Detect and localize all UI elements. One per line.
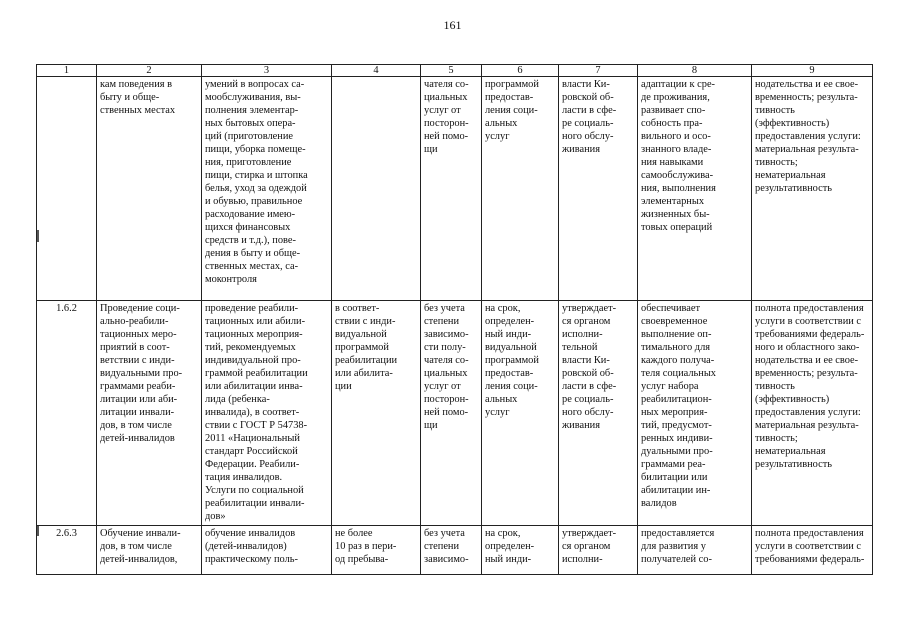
column-header: 9 (752, 65, 873, 77)
service-name-cell: Обучение инвали- дов, в том числе детей-инвалидов, (97, 526, 202, 575)
conditions-cell: адаптации к сре- де проживания, развивает спо- собность пра- вильного и осо- знанного владе- ния навыками самообслужива- ния, выполнения элементарных жизненных бы- товых операций (638, 77, 752, 301)
services-table (36, 64, 873, 575)
column-header: 8 (638, 65, 752, 77)
column-header: 7 (559, 65, 638, 77)
tariff-cell: утверждает- ся органом исполни- (559, 526, 638, 575)
tariff-cell: утверждает- ся органом исполни- тельной власти Ки- ровской об- ласти в сфе- ре социаль- ного обслу- живания (559, 301, 638, 526)
column-header: 1 (37, 65, 97, 77)
table-row (37, 77, 873, 301)
conditions-cell: предоставляется для развития у получателей со- (638, 526, 752, 575)
service-description-cell: проведение реабили- тационных или абили- тационных мероприя- тий, рекомендуемых индивидуальной про- граммой реабилитации или абилитации инва- лида (ребенка- инвалида), в соответ- ствии с ГОСТ Р 54738- 2011 «Национальный стандарт Российской Федерации. Реабили- тация инвалидов. Услуги по социальной реабилитации инвали- дов» (202, 301, 332, 526)
column-header: 2 (97, 65, 202, 77)
term-cell: на срок, определен- ный инди- видуальной программой предостав- ления соци- альных услуг (482, 301, 559, 526)
quality-indicators-cell: полнота предоставления услуги в соответствии с требованиями федераль- ного и областного зако- нодательства и ее свое- временность; результа- тивность (эффективность) предоставления услуги: материальная результа- тивность; нематериальная результативность (752, 301, 873, 526)
column-header: 6 (482, 65, 559, 77)
service-name-cell: кам поведения в быту и обще- ственных местах (97, 77, 202, 301)
service-name-cell: Проведение соци- ально-реабили- тационных меро- приятий в соот- ветствии с инди- видуальными про- граммами реаби- литации или аби- литации инвали- дов, в том числе детей-инвалидов (97, 301, 202, 526)
tariff-cell: власти Ки- ровской об- ласти в сфе- ре социаль- ного обслу- живания (559, 77, 638, 301)
column-header: 3 (202, 65, 332, 77)
table-header-row (37, 65, 873, 77)
volume-cell: не более 10 раз в пери- од пребыва- (332, 526, 421, 575)
scan-artifact (37, 526, 39, 536)
page-number: 161 (443, 18, 462, 32)
volume-cell (332, 77, 421, 301)
quality-indicators-cell: нодательства и ее свое- временность; результа- тивность (эффективность) предоставления услуги: материальная результа- тивность; нематериальная результативность (752, 77, 873, 301)
table-row (37, 526, 873, 575)
row-number-cell: 1.6.2 (37, 301, 97, 526)
column-header: 4 (332, 65, 421, 77)
term-cell: на срок, определен- ный инди- (482, 526, 559, 575)
conditions-cell: обеспечивает своевременное выполнение оп- тимального для каждого получа- теля социальных услуг набора реабилитацион- ных мероприя- тий, предусмот- ренных индиви- дуальными про- граммами реа- билитации или абилитации ин- валидов (638, 301, 752, 526)
dependency-cell: чателя со- циальных услуг от посторон- ней помо- щи (421, 77, 482, 301)
row-number-cell: 2.6.3 (37, 526, 97, 575)
service-description-cell: обучение инвалидов (детей-инвалидов) практическому поль- (202, 526, 332, 575)
scan-artifact (37, 230, 39, 242)
table-row (37, 301, 873, 526)
dependency-cell: без учета степени зависимо- (421, 526, 482, 575)
column-header: 5 (421, 65, 482, 77)
volume-cell: в соответ- ствии с инди- видуальной программой реабилитации или абилита- ции (332, 301, 421, 526)
row-number-cell (37, 77, 97, 301)
quality-indicators-cell: полнота предоставления услуги в соответствии с требованиями федераль- (752, 526, 873, 575)
term-cell: программой предостав- ления соци- альных услуг (482, 77, 559, 301)
dependency-cell: без учета степени зависимо- сти полу- чателя со- циальных услуг от посторон- ней помо- щи (421, 301, 482, 526)
service-description-cell: умений в вопросах са- мообслуживания, вы- полнения элементар- ных бытовых опера- ций (приготовление пищи, уборка помеще- ния, приготовление пищи, стирка и штопка белья, уход за одеждой и обувью, правильное расходование имею- щихся финансовых средств и т.д.), пове- дения в быту и обще- ственных местах, са- моконтроля (202, 77, 332, 301)
